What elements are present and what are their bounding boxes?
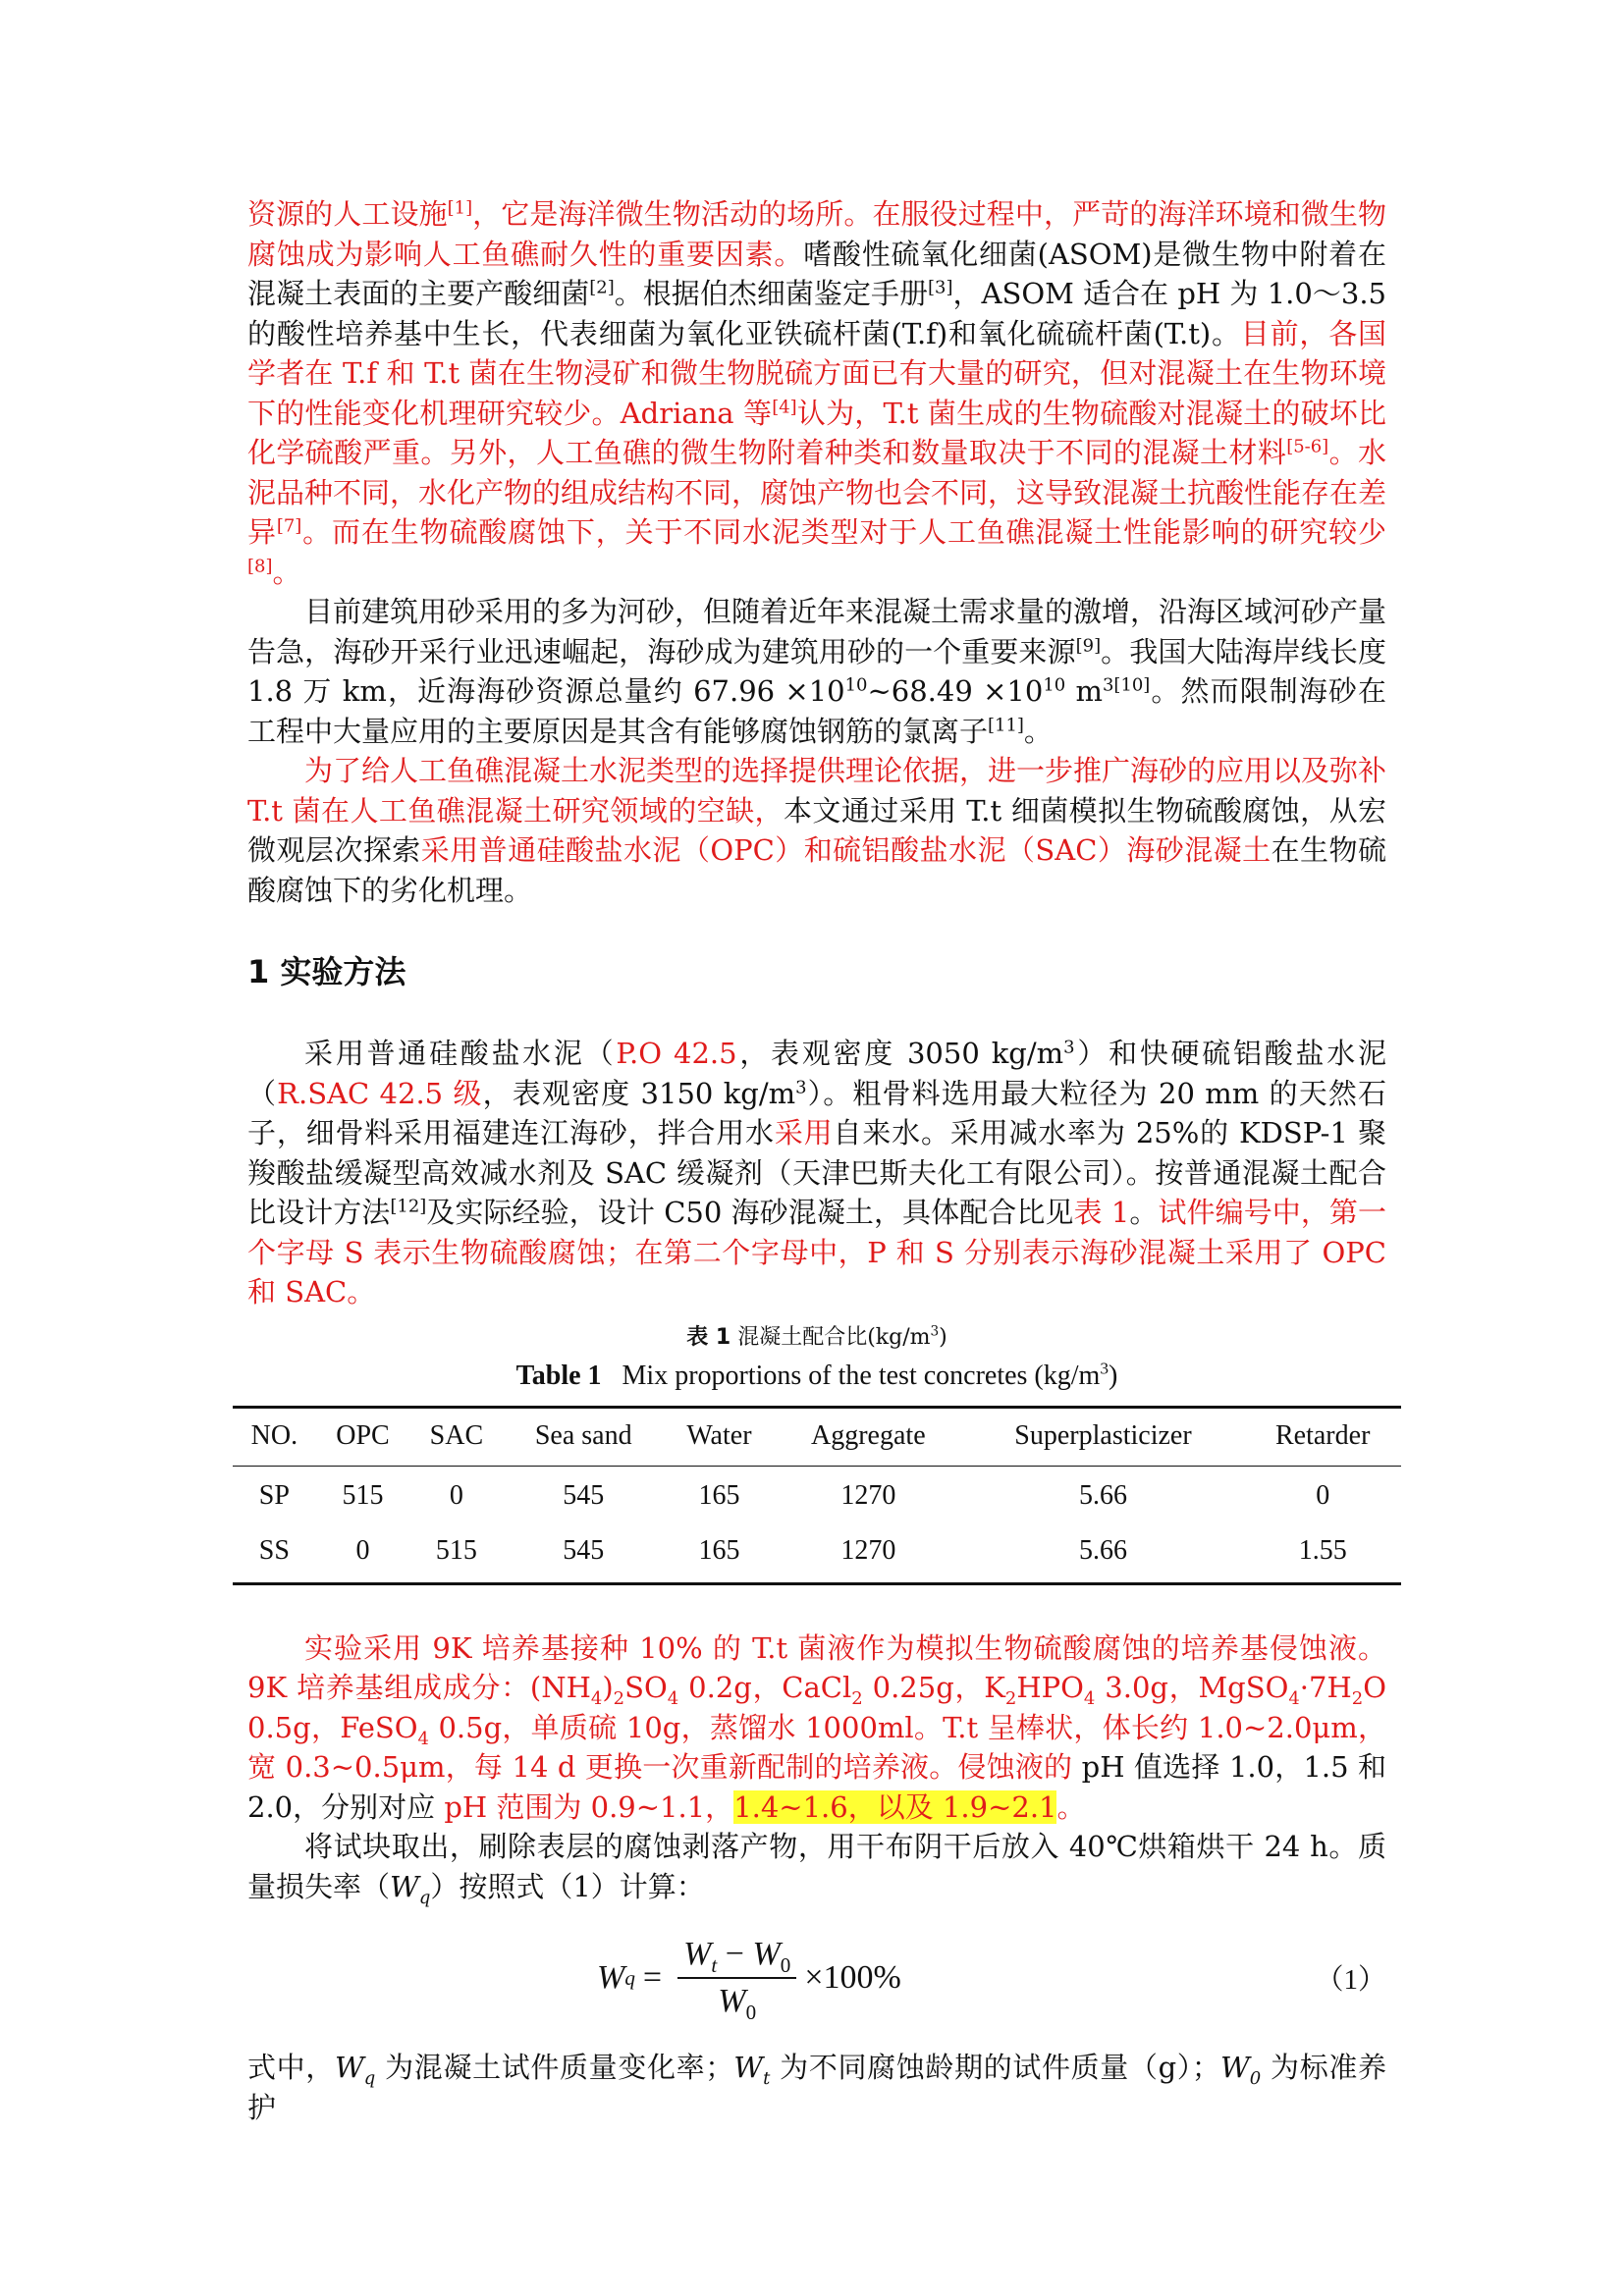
equation-number: （1）: [1315, 1964, 1386, 1996]
table-cell: 0: [449, 1479, 463, 1511]
table-header-row: [233, 1407, 1401, 1466]
eq-var: W: [683, 1936, 712, 1972]
intro-paragraph-3: [247, 751, 1386, 910]
text-span: 在生物硫酸腐蚀下的劣化机理。: [247, 833, 1386, 907]
text-span: 为混凝土试件质量变化率；: [375, 2051, 734, 2084]
methods-paragraph-1: [247, 1034, 1386, 1312]
text-span: 目前，各国学者在 T.f 和 T.t 菌在生物浸矿和微生物脱硫方面已有大量的研究，但对混凝土在生物环境下的性能变化机理研究较少。Adriana 等: [247, 316, 1386, 430]
text-span: 。: [272, 555, 301, 589]
variable-subscript: t: [763, 2067, 771, 2089]
table-cell: 1270: [775, 1522, 961, 1584]
equation: [597, 1924, 901, 2032]
text-span: ）和快硬硫铝酸盐水泥（: [247, 1037, 1386, 1110]
table-cell: 0: [316, 1522, 409, 1584]
text-span: 。: [1129, 1196, 1159, 1229]
subscript: 2: [613, 1687, 625, 1709]
table-cell: 165: [698, 1479, 740, 1511]
variable-subscript: 0: [1249, 2067, 1262, 2089]
text-span: 为不同腐蚀龄期的试件质量（g）；: [770, 2051, 1220, 2084]
text-span: 采用: [774, 1116, 834, 1149]
variable-subscript: q: [363, 2067, 376, 2089]
text-span: ): [602, 1671, 614, 1704]
citation: [5-6]: [1286, 436, 1329, 457]
text-span: 。: [1023, 714, 1053, 748]
subscript: 4: [1288, 1687, 1300, 1709]
citation: [2]: [589, 277, 615, 298]
table-cell: 545: [563, 1479, 605, 1511]
text-span: 式中，: [247, 2051, 335, 2084]
exponent: 3: [1100, 1359, 1109, 1378]
text-span: 自来水。采用减水率为 25%的 KDSP-1 聚羧酸盐缓凝型高效减水剂及 SAC 缓凝剂（天津巴斯夫化工有限公司）。按普通混凝土配合比设计方法: [247, 1116, 1386, 1229]
table-cell: SS: [233, 1522, 316, 1584]
text-span: ，ASOM 适合在 pH 为 1.0～3.5 的酸性培养基中生长，代表细菌为氧化亚铁硫杆菌(T.f)和氧化硫硫杆菌(T.t)。: [247, 277, 1386, 350]
table-header-cell: Superplasticizer: [962, 1407, 1245, 1466]
text-span: P.O 42.5: [616, 1037, 737, 1070]
intro-paragraph-2: [247, 592, 1386, 751]
text-span: 嗜酸性硫氧化细菌(ASOM)是微生物中附着在混凝土表面的主要产酸细菌: [247, 237, 1386, 310]
text-span: 为了给人工鱼礁混凝土水泥类型的选择提供理论依据，进一步推广海砂的应用以及弥补 T.t 菌在人工鱼礁混凝土研究领域的空缺，: [247, 754, 1387, 828]
text-span: 资源的人工设施: [247, 197, 448, 231]
eq-numerator: [677, 1936, 796, 1979]
eq-var-sub: 0: [780, 1952, 791, 1977]
variable: W: [390, 1869, 419, 1903]
text-span: 混凝土配合比(kg/m: [737, 1324, 931, 1350]
citation: [1]: [447, 197, 473, 219]
text-span: ): [1109, 1360, 1118, 1391]
table-header-cell: Water: [664, 1407, 775, 1466]
table-header-cell: Retarder: [1244, 1407, 1401, 1466]
eq-var-sub: t: [711, 1952, 718, 1977]
text-span: 。而在生物硫酸腐蚀下，关于不同水泥类型对于人工鱼礁混凝土性能影响的研究较少: [301, 515, 1386, 549]
exponent: 3[10]: [1103, 674, 1151, 696]
section-heading: 1 实验方法: [247, 953, 406, 990]
variable: W: [733, 2051, 764, 2084]
table-cell: 515: [342, 1479, 384, 1511]
text-span: 。: [1056, 1789, 1086, 1824]
text-span: ~68.49 ×10: [867, 674, 1044, 708]
mix-proportion-table: [233, 1406, 1401, 1585]
table-cell: 1.55: [1244, 1522, 1401, 1584]
table-label-cn: 表 1: [686, 1324, 731, 1350]
text-span: O 0.5g，FeSO: [247, 1671, 1386, 1744]
text-span: 认为，T.t 菌生成的生物硫酸对混凝土的破坏比化学硫酸严重。另外，人工鱼礁的微生物附着种类和数量取决于不同的混凝土材料: [247, 396, 1387, 469]
text-span: ，它是海洋微生物活动的场所。在服役过程中，严苛的海洋环境和微生物腐蚀成为影响人工鱼礁耐久性的重要因素。: [247, 197, 1386, 271]
eq-lhs-sub: q: [624, 1966, 635, 1990]
text-span: 0.25g，K: [862, 1671, 1005, 1704]
eq-lhs: W: [597, 1959, 625, 1996]
eq-var-sub: 0: [745, 2000, 757, 2024]
intro-paragraph-1: [247, 194, 1386, 592]
text-span: m: [1065, 674, 1103, 708]
citation: [3]: [928, 277, 953, 298]
exponent: 10: [1043, 674, 1066, 696]
text-span: 。水泥品种不同，水化产物的组成结构不同，腐蚀产物也会不同，这导致混凝土抗酸性能存在差异: [247, 436, 1387, 549]
text-span: 。根据伯杰细菌鉴定手册: [614, 277, 929, 310]
table-cell: 0: [1316, 1479, 1330, 1511]
table-cell: 165: [664, 1522, 775, 1584]
table-caption-en: [247, 1361, 1386, 1392]
eq-rhs: ×100%: [804, 1959, 901, 1996]
eq-equals: =: [642, 1959, 663, 1996]
eq-var: W: [718, 1983, 746, 2019]
text-span: R.SAC 42.5 级: [277, 1076, 483, 1110]
exponent: 3: [1063, 1037, 1075, 1058]
citation: [8]: [247, 555, 273, 576]
table-cell: 5.66: [1078, 1479, 1127, 1511]
table-reference: 表 1: [1073, 1196, 1130, 1229]
exponent: 10: [844, 674, 868, 696]
paper-page: [247, 194, 1386, 2127]
table-header-cell: OPC: [316, 1407, 409, 1466]
text-span: HPO: [1016, 1671, 1084, 1704]
text-span: 采用普通硅酸盐水泥（: [304, 1037, 617, 1070]
eq-fraction: [677, 1936, 796, 2024]
eq-denominator: [718, 1979, 757, 2024]
eq-operator: −: [717, 1936, 753, 1972]
variable: W: [1219, 2051, 1250, 2084]
citation: [4]: [772, 396, 797, 417]
equation-block: [247, 1924, 1386, 2032]
exponent: 3: [795, 1076, 807, 1097]
text-span: ）。粗骨料选用最大粒径为 20 mm 的天然石子，细骨料采用福建连江海砂，拌合用水: [247, 1076, 1386, 1149]
methods-paragraph-4: [247, 2048, 1386, 2127]
text-span: ): [939, 1324, 947, 1350]
methods-paragraph-2: [247, 1629, 1386, 1828]
table-cell: 515: [409, 1522, 503, 1584]
text-span: ·7H: [1299, 1671, 1352, 1704]
methods-paragraph-3: [247, 1827, 1386, 1906]
text-span: 0.2g，CaCl: [678, 1671, 852, 1704]
text-span: 本文通过采用 T.t 细菌模拟生物硫酸腐蚀，从宏微观层次探索: [247, 793, 1387, 867]
citation: [9]: [1075, 634, 1102, 656]
text-span: 。然而限制海砂在工程中大量应用的主要原因是其含有能够腐蚀钢筋的氯离子: [247, 674, 1386, 748]
citation: [12]: [390, 1196, 427, 1217]
eq-var: W: [752, 1936, 781, 1972]
text-span: Mix proportions of the test concretes (kg/m: [622, 1360, 1101, 1391]
subscript: 2: [1004, 1687, 1017, 1709]
text-span: ，表观密度 3150 kg/m: [482, 1076, 796, 1110]
subscript: 4: [590, 1687, 603, 1709]
variable: W: [334, 2051, 364, 2084]
subscript: 4: [667, 1687, 679, 1709]
text-span: 为标准养护: [247, 2051, 1386, 2124]
text-span: 目前建筑用砂采用的多为河砂，但随着近年来混凝土需求量的激增，沿海区域河砂产量告急，海砂开采行业迅速崛起，海砂成为建筑用砂的一个重要来源: [247, 595, 1387, 668]
subscript: 4: [1083, 1687, 1096, 1709]
text-span: SO: [624, 1671, 668, 1704]
text-span: 及实际经验，设计 C50 海砂混凝土，具体配合比见: [426, 1196, 1074, 1229]
table-header-cell: Sea sand: [504, 1407, 664, 1466]
table-row: [233, 1466, 1401, 1522]
subscript: 2: [1351, 1687, 1364, 1709]
text-span: 将试块取出，刷除表层的腐蚀剥落产物，用干布阴干后放入 40℃烘箱烘干 24 h。质量损失率（: [247, 1830, 1386, 1903]
highlighted-text: 1.4~1.6，以及 1.9~2.1: [733, 1789, 1057, 1824]
text-span: ）按照式（1）计算：: [430, 1869, 705, 1903]
text-span: 采用普通硅酸盐水泥（OPC）和硫铝酸盐水泥（SAC）海砂混凝土: [420, 833, 1271, 867]
subscript: 4: [417, 1728, 429, 1749]
table-cell: 1270: [840, 1479, 896, 1511]
text-span: ，表观密度 3050 kg/m: [736, 1037, 1064, 1070]
text-span: 0.5g，单质硫 10g，蒸馏水 1000ml。T.t 呈棒状，体长约 1.0~2.0μm，宽 0.3~0.5μm，每 14 d 更换一次重新配制的培养液。侵蚀液的: [247, 1710, 1387, 1784]
citation: [11]: [988, 714, 1024, 735]
table-header-cell: NO.: [233, 1407, 316, 1466]
table-header-cell: SAC: [409, 1407, 503, 1466]
text-span: 。我国大陆海岸线长度 1.8 万 km，近海海砂资源总量约 67.96 ×10: [247, 634, 1386, 708]
table-row: [233, 1522, 1401, 1584]
variable-subscript: q: [418, 1887, 431, 1908]
text-span: pH 范围为 0.9~1.1，: [444, 1789, 734, 1824]
text-span: 实验采用 9K 培养基接种 10% 的 T.t 菌液作为模拟生物硫酸腐蚀的培养基侵蚀液。9K 培养基组成成分：(NH: [247, 1630, 1386, 1704]
table-cell: 5.66: [962, 1522, 1245, 1584]
table-label-en: Table 1: [515, 1360, 602, 1391]
text-span: 3.0g，MgSO: [1095, 1671, 1289, 1704]
citation: [7]: [276, 515, 302, 537]
text-span: 试件编号中，第一个字母 S 表示生物硫酸腐蚀；在第二个字母中，P 和 S 分别表示海砂混凝土采用了 OPC 和 SAC。: [247, 1196, 1386, 1308]
text-span: pH 值选择 1.0，1.5 和 2.0，分别对应: [247, 1750, 1387, 1824]
table-caption-cn: [247, 1320, 1386, 1351]
table-header-cell: Aggregate: [775, 1407, 961, 1466]
table-cell: 545: [504, 1522, 664, 1584]
table-cell: SP: [258, 1479, 290, 1511]
exponent: 3: [930, 1323, 940, 1340]
subscript: 2: [851, 1687, 863, 1709]
